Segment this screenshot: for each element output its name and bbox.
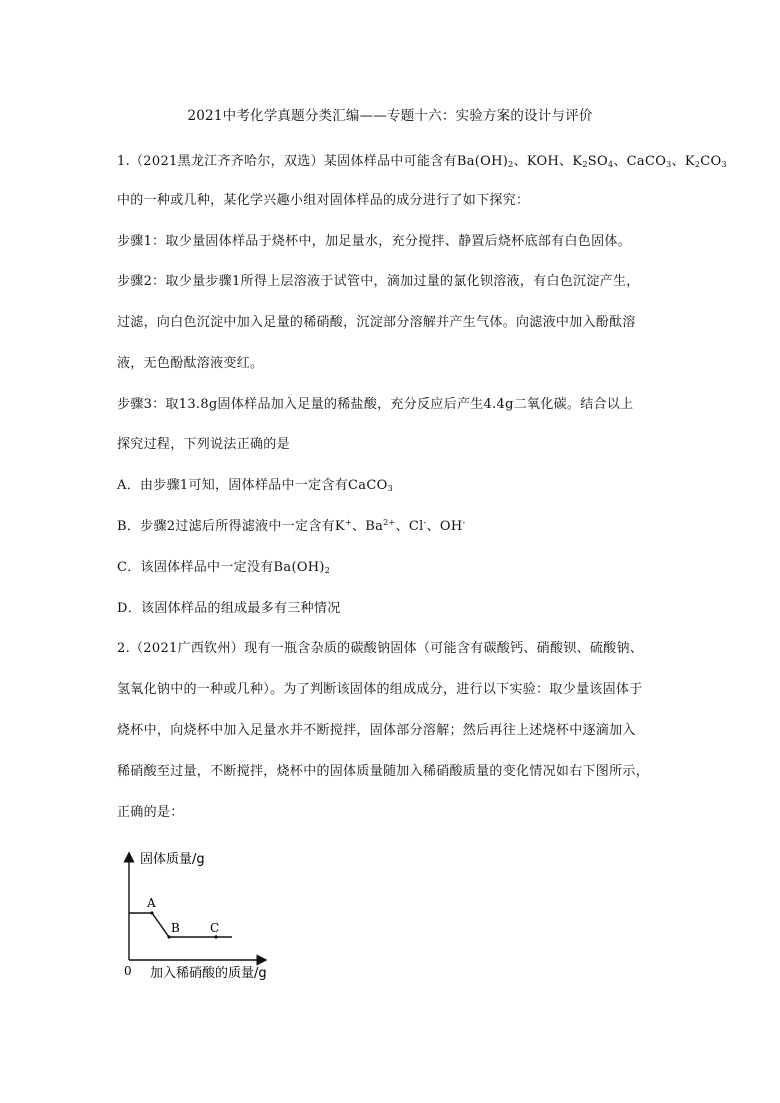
- formula-segment: 、K: [671, 154, 695, 169]
- formula-subscript: 4: [607, 160, 614, 169]
- formula-segment: 、CaCO: [613, 154, 667, 169]
- x-axis-label: 加入稀硝酸的质量/g: [150, 966, 267, 981]
- formula-segment: SO: [587, 154, 608, 169]
- q1-step-2-line-3: 液，无色酚酞溶液变红。: [117, 356, 264, 371]
- q1-step-2-line-1: 步骤2：取少量步骤1所得上层溶液于试管中，滴加过量的氯化钡溶液，有白色沉淀产生，: [117, 274, 640, 289]
- point-a-marker: [150, 911, 153, 914]
- q1-line-1: 1.（2021黑龙江齐齐哈尔，双选）某固体样品中可能含有$Ba(OH)_2$、KOH、$K_2SO_4$、CaCO$_3$、$K_2CO_3$: [117, 154, 727, 169]
- point-c-label: C: [210, 921, 220, 935]
- formula-subscript: 2: [582, 160, 588, 169]
- origin-label: 0: [124, 964, 132, 978]
- q1-line-2: 中的一种或几种，某化学兴趣小组对固体样品的成分进行了如下探究：: [117, 193, 530, 208]
- point-b-marker: [167, 935, 170, 938]
- point-c-marker: [214, 935, 217, 938]
- q2-line-3: 烧杯中，向烧杯中加入足量水并不断搅拌，固体部分溶解；然后再往上述烧杯中逐滴加入: [117, 723, 636, 738]
- q1-step-3-line-1: 步骤3：取13.8g固体样品加入足量的稀盐酸，充分反应后产生4.4g二氧化碳。结合以上: [117, 397, 634, 412]
- q2-line-2: 氢氧化钠中的一种或几种）。为了判断该固体的组成成分，进行以下实验：取少量该固体于: [117, 682, 643, 697]
- q1-step-3-line-2: 探究过程，下列说法正确的是: [117, 437, 290, 452]
- q2-line-5: 正确的是：: [117, 805, 184, 820]
- q2-line-4: 稀硝酸至过量，不断搅拌，烧杯中的固体质量随加入稀硝酸质量的变化情况如右下图所示，: [117, 764, 650, 779]
- q1-step-1: 步骤1：取少量固体样品于烧杯中，加足量水，充分搅拌、静置后烧杯底部有白色固体。: [117, 234, 631, 249]
- q1-option-a: A．由步骤1可知，固体样品中一定含有CaCO$_3$: [117, 478, 393, 493]
- q2-line-1: 2.（2021广西钦州）现有一瓶含杂质的碳酸钠固体（可能含有碳酸钙、硝酸钡、硫酸钠、: [117, 641, 644, 656]
- formula-segment: 、KOH、K: [513, 154, 583, 169]
- page-title: 2021中考化学真题分类汇编——专题十六：实验方案的设计与评价: [187, 108, 593, 124]
- formula-subscript: 3: [666, 160, 672, 169]
- q1-option-d: D．该固体样品的组成最多有三种情况: [117, 601, 341, 616]
- formula-segment: CO: [700, 154, 722, 169]
- q1-option-c: C．该固体样品中一定没有$Ba(OH)_2$: [117, 560, 331, 575]
- formula-subscript: 2: [694, 160, 701, 169]
- q1-step-2-line-2: 过滤，向白色沉淀中加入足量的稀硝酸，沉淀部分溶解并产生气体。向滤液中加入酚酞溶: [117, 315, 636, 330]
- point-b-label: B: [171, 921, 180, 935]
- y-axis-label: 固体质量/g: [140, 852, 205, 867]
- formula-subscript: 3: [721, 160, 727, 169]
- q1-option-b: B．步骤2过滤后所得滤液中一定含有K+、$Ba^{2+}$、Cl-、OH-: [117, 518, 466, 534]
- point-a-label: A: [147, 896, 156, 910]
